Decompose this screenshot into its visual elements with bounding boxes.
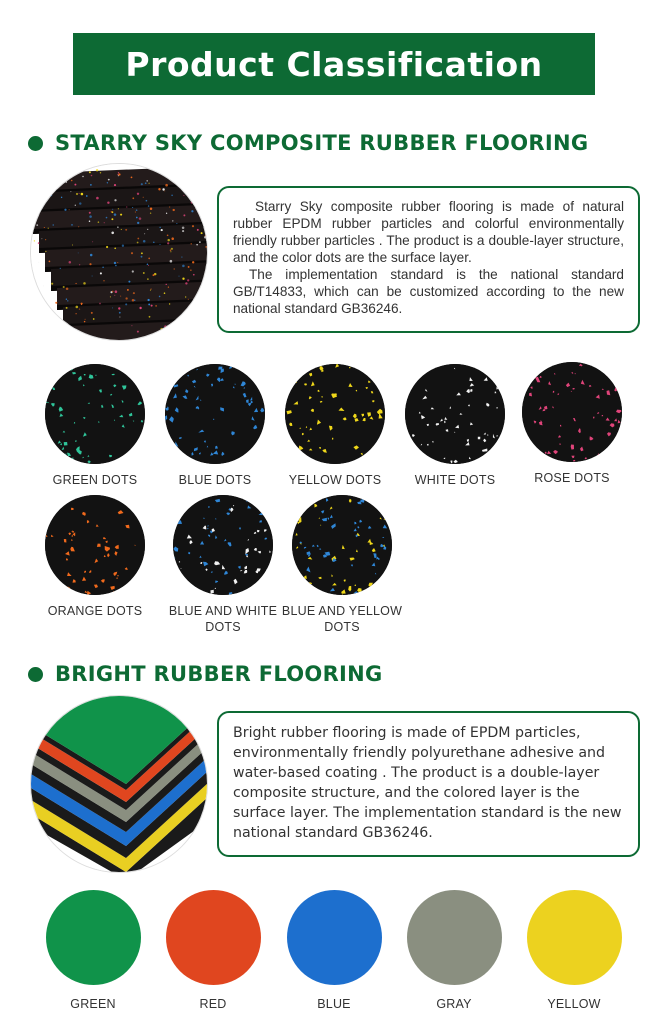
speckle-swatch (165, 364, 265, 464)
speckle-swatch (173, 495, 273, 595)
swatch-label: GRAY (436, 997, 472, 1011)
bullet-icon (28, 667, 43, 682)
bright-description-paragraph: Bright rubber flooring is made of EPDM particles, environmentally friendly polyurethane adhesive and water-based coating . The product is a double-layer composite structure, and the colored layer is the surface layer. The implementation standard is the new national standard GB36246. (233, 725, 622, 841)
swatch-label: BLUE AND YELLOW DOTS (281, 604, 403, 634)
solid-swatch (46, 890, 141, 985)
swatch-label: BLUE DOTS (178, 473, 252, 487)
swatch-blue-and-white-dots (157, 495, 289, 635)
swatch-label: GREEN (70, 997, 116, 1011)
solid-swatch (527, 890, 622, 985)
swatch-label: WHITE DOTS (414, 473, 496, 487)
speckle-swatch (522, 362, 622, 462)
swatch-label: YELLOW DOTS (288, 473, 382, 487)
bright-description-box (217, 711, 640, 857)
bullet-icon (28, 136, 43, 151)
swatch-white-dots (395, 364, 515, 488)
swatch-label: BLUE (317, 997, 351, 1011)
speckle-swatch (45, 364, 145, 464)
swatch-label: YELLOW (547, 997, 601, 1011)
swatch-green (33, 890, 153, 1012)
page-banner (73, 33, 595, 95)
page-title: Product Classification (125, 44, 543, 84)
speckle-swatch (292, 495, 392, 595)
swatch-label: GREEN DOTS (52, 473, 138, 487)
swatch-yellow-dots (275, 364, 395, 488)
starry-flooring-photo (30, 163, 208, 341)
solid-swatch (407, 890, 502, 985)
speckle-swatch (45, 495, 145, 595)
starry-description-box (217, 186, 640, 333)
swatch-label: ORANGE DOTS (47, 604, 143, 618)
section-heading-bright (28, 662, 383, 686)
swatch-label: RED (199, 997, 227, 1011)
speckle-swatch (405, 364, 505, 464)
swatch-label: BLUE AND WHITE DOTS (168, 604, 278, 634)
starry-description-paragraph-2: The implementation standard is the national standard GB/T14833, which can be customized according to the new national standard GB36246. (233, 267, 624, 316)
swatch-green-dots (35, 364, 155, 488)
swatch-yellow (514, 890, 634, 1012)
swatch-blue (274, 890, 394, 1012)
solid-swatch (287, 890, 382, 985)
swatch-orange-dots (35, 495, 155, 619)
swatch-red (153, 890, 273, 1012)
starry-description-paragraph-1: Starry Sky composite rubber flooring is made of natural rubber EPDM rubber particles and colorful environmentally friendly rubber particles . The product is a double-layer structure, and the color dots are the surface layer. (233, 199, 624, 265)
solid-swatch (166, 890, 261, 985)
section-title-starry: STARRY SKY COMPOSITE RUBBER FLOORING (55, 131, 589, 155)
swatch-blue-and-yellow-dots (276, 495, 408, 635)
bright-flooring-photo (30, 695, 208, 873)
section-title-bright: BRIGHT RUBBER FLOORING (55, 662, 383, 686)
swatch-blue-dots (155, 364, 275, 488)
section-heading-starry (28, 131, 588, 155)
speckle-swatch (285, 364, 385, 464)
swatch-rose-dots (512, 362, 632, 486)
swatch-label: ROSE DOTS (534, 471, 610, 485)
swatch-gray (394, 890, 514, 1012)
